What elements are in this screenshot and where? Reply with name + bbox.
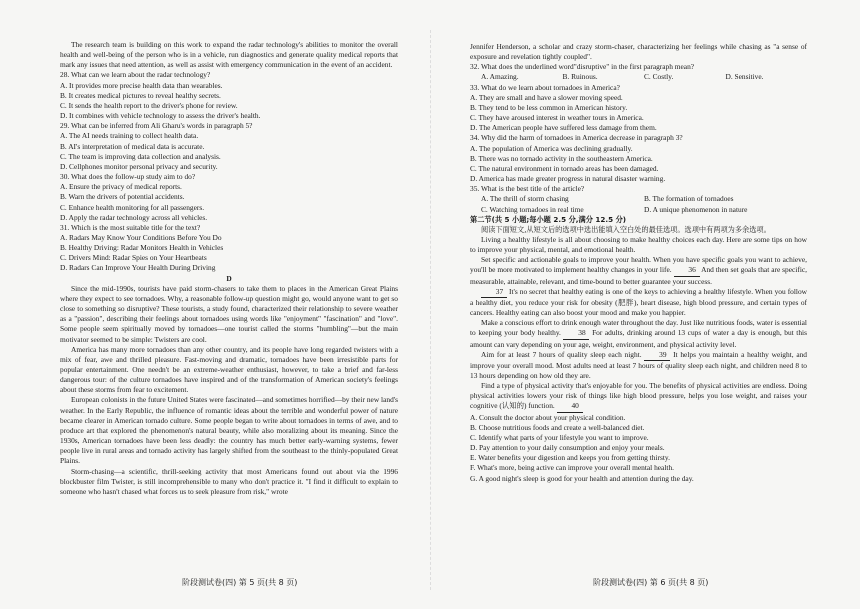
q28-option-c: C. It sends the health report to the driver's phone for review.	[60, 100, 238, 110]
q30-option-d: D. Apply the radar technology across all vehicles.	[60, 212, 208, 222]
q35-options-row-1	[481, 194, 807, 204]
blank-39[interactable]: 39	[644, 350, 670, 361]
question-33: 33. What do we learn about tornadoes in America?	[470, 82, 620, 92]
q30-option-a: A. Ensure the privacy of medical reports.	[60, 182, 182, 192]
choice-a: A. Consult the doctor about your physical condition.	[470, 412, 626, 422]
q31-option-a: A. Radars May Know Your Conditions Before You Do	[60, 232, 222, 242]
q30-option-c: C. Enhance health monitoring for all passengers.	[60, 202, 205, 212]
q31-option-d: D. Radars Can Improve Your Health During Driving	[60, 263, 216, 273]
footer-page-6: 阶段测试卷(四) 第 6 页(共 8 页)	[593, 578, 709, 587]
section-2-title: 第二节(共 5 小题;每小题 2.5 分,满分 12.5 分)	[470, 214, 627, 224]
q32-option-b: B. Ruinous.	[562, 72, 598, 82]
cloze-paragraph-6: Find a type of physical activity that's enjoyable for you. The benefits of physical activities are endless. Doing physical activities lowers your risk of things like high blood pressure, helps you lose weight, and raises your cognitive (认知的) function. 40	[470, 381, 807, 412]
footer-page-5: 阶段测试卷(四) 第 5 页(共 8 页)	[182, 578, 298, 587]
question-31: 31. Which is the most suitable title for the text?	[60, 222, 201, 232]
q33-option-c: C. They have aroused interest in weather tours in America.	[470, 113, 644, 123]
q34-option-d: D. America has made greater progress in natural disaster warning.	[470, 174, 666, 184]
q32-option-d: D. Sensitive.	[725, 72, 764, 82]
question-29: 29. What can be inferred from Ali Gharu's words in paragraph 5?	[60, 121, 253, 131]
q29-option-b: B. AI's interpretation of medical data is accurate.	[60, 141, 205, 151]
q33-option-d: D. The American people have suffered less damage from them.	[470, 123, 657, 133]
q28-option-d: D. It combines with vehicle technology to assess the driver's health.	[60, 111, 261, 121]
q29-option-c: C. The team is improving data collection and analysis.	[60, 151, 221, 161]
choice-f: F. What's more, being active can improve your overall mental health.	[470, 463, 674, 473]
q33-option-b: B. They tend to be less common in American history.	[470, 102, 628, 112]
q34-option-a: A. The population of America was declining gradually.	[470, 143, 633, 153]
question-28: 28. What can we learn about the radar technology?	[60, 70, 211, 80]
passage-d-paragraph-1: Since the mid-1990s, tourists have paid storm-chasers to take them to places in the American Great Plains where they expect to see tornadoes. Why, a reasonable follow-up question might go, would anyone want to get so close to something so disruptive? These tourists, a study found, characterized their relationship to severe weather as a "passion", describing their feelings about tornadoes using words like "enjoyment" "fascination" and "love". Some people seem spiritually moved by tornadoes—one tourist called the storms "humbling"—but the main motivator seemed to be simple: Twisters are cool.	[60, 283, 398, 344]
q32-option-a: A. Amazing.	[481, 72, 519, 82]
q28-option-b: B. It creates medical pictures to reveal healthy secrets.	[60, 90, 221, 100]
section-2-instructions: 阅读下面短文,从短文后的选项中选出能填入空白处的最佳选项。选项中有两项为多余选项。	[481, 224, 771, 234]
blank-37[interactable]: 37	[481, 287, 507, 298]
blank-36[interactable]: 36	[674, 265, 700, 276]
q30-option-b: B. Warn the drivers of potential accidents.	[60, 192, 185, 202]
q31-option-c: C. Drivers Mind: Radar Spies on Your Heartbeats	[60, 253, 207, 263]
passage-d-paragraph-2: America has many more tornadoes than any other country, and its people have long regarded twisters with a mix of fear, awe and thrilled pleasure. Fast-moving and dramatic, tornadoes have been irresistible parts for popular entertainment. One needn't be an extreme-weather enthusiast, however, to take a brief and far-less dangerous tour: of the culture tornadoes have inspired and of the transformation of American society's feelings about these storms from fear to excitement.	[60, 344, 398, 395]
q31-option-b: B. Healthy Driving: Radar Monitors Health in Vehicles	[60, 243, 224, 253]
question-32: 32. What does the underlined word"disruptive" in the first paragraph mean?	[470, 62, 695, 72]
left-column	[60, 40, 398, 497]
passage-d-paragraph-4: Storm-chasing—a scientific, thrill-seeking activity that most Americans found out about via the 1996 blockbuster film Twister, is still incomprehensible to many who don't practice it. "I find it difficult to explain to someone who hasn't chased what forces us to seek pleasure from risk," wrote	[60, 466, 398, 496]
cloze-paragraph-4: Make a conscious effort to drink enough water throughout the day. Just like nutritious foods, water is essential to keeping your body healthy. 38 For adults, drinking around 13 cups of water a day is enough, but this amount can vary depending on your age, weight, environment, and physical activity level.	[470, 318, 807, 349]
choice-d: D. Pay attention to your daily consumption and enjoy your meals.	[470, 443, 665, 453]
cloze-paragraph-3: 37 It's no secret that healthy eating is one of the keys to achieving a healthy lifestyle. When you follow a healthy diet, you reduce your risk for obesity (肥胖), heart disease, high blood pressure, and certain types of cancers. Healthy eating can also boost your mood and make you happier.	[470, 286, 807, 318]
cloze-paragraph-1: Living a healthy lifestyle is all about choosing to make healthy choices each day. Here are some tips on how to improve your physical, mental, and emotional health.	[470, 234, 807, 255]
q35-option-b: B. The formation of tornadoes	[644, 194, 734, 204]
blank-40[interactable]: 40	[557, 401, 583, 412]
choice-c: C. Identify what parts of your lifestyle you want to improve.	[470, 432, 649, 442]
question-34: 34. Why did the harm of tornadoes in America decrease in paragraph 3?	[470, 133, 683, 143]
passage-d-paragraph-3: European colonists in the future United States were fascinated—and sometimes horrified—by their new land's weather. In the Early Republic, the influence of romantic ideas about the terrible and wonderful power of nature became clearer in American tornado culture. Some people began to write about tornadoes in terms of awe, and to produce art that explored the phenomenon's natural beauty, while also moralizing about its meaning. Since the 1930s, American tornadoes have been less deadly: the country has much better early-warning systems, fewer people live in rural areas and tornado activity has largely shifted from the southeast to the thinly-populated Great Plains.	[60, 395, 398, 466]
column-divider	[430, 30, 431, 590]
q35-option-c: C. Watching tornadoes in real time	[481, 204, 584, 214]
q29-option-a: A. The AI needs training to collect health data.	[60, 131, 199, 141]
q28-option-a: A. It provides more precise health data than wearables.	[60, 80, 223, 90]
question-30: 30. What does the follow-up study aim to do?	[60, 172, 196, 182]
choice-b: B. Choose nutritious foods and create a well-balanced diet.	[470, 422, 645, 432]
question-35: 35. What is the best title of the article?	[470, 184, 585, 194]
q32-option-c: C. Costly.	[644, 72, 674, 82]
q35-options-row-2	[481, 205, 807, 215]
choice-g: G. A good night's sleep is good for your health and attention during the day.	[470, 473, 694, 483]
q32-options	[481, 72, 807, 82]
section-d-heading: D	[226, 273, 232, 283]
q35-option-d: D. A unique phenomenon in nature	[644, 204, 748, 214]
blank-38[interactable]: 38	[563, 328, 589, 339]
choice-e: E. Water benefits your digestion and keeps you from getting thirsty.	[470, 453, 670, 463]
q33-option-a: A. They are small and have a slower moving speed.	[470, 92, 623, 102]
passage-c-final-paragraph: The research team is building on this work to expand the radar technology's abilities to monitor the overall health and well-being of the person who is in a vehicle, run diagnostics and generate quality medical reports that mark any issues that need attention, as well as assist with emergency communication in the event of an accident.	[60, 40, 398, 70]
right-column	[470, 42, 807, 484]
q34-option-c: C. The natural environment in tornado areas has been damaged.	[470, 163, 659, 173]
cloze-paragraph-5: Aim for at least 7 hours of quality sleep each night. 39 It helps you maintain a healthy weight, and improve your overall mood. Most adults need at least 7 hours of quality sleep each night, and children need 8 to 13 hours depending on how old they are.	[470, 349, 807, 380]
q29-option-d: D. Cellphones monitor personal privacy and security.	[60, 161, 218, 171]
q35-option-a: A. The thrill of storm chasing	[481, 194, 569, 204]
passage-d-continuation: Jennifer Henderson, a scholar and crazy storm-chaser, characterizing her feelings while chasing as "a sense of exposure and revelation tightly coupled".	[470, 42, 807, 62]
q34-option-b: B. There was no tornado activity in the southeastern America.	[470, 153, 653, 163]
cloze-paragraph-2: Set specific and actionable goals to improve your health. When you have specific goals you want to achieve, you'll be more motivated to implement healthy changes in your life. 36 And then set goals that are specific, measurable, attainable, relevant, and time-bound to better guarantee your success.	[470, 255, 807, 286]
